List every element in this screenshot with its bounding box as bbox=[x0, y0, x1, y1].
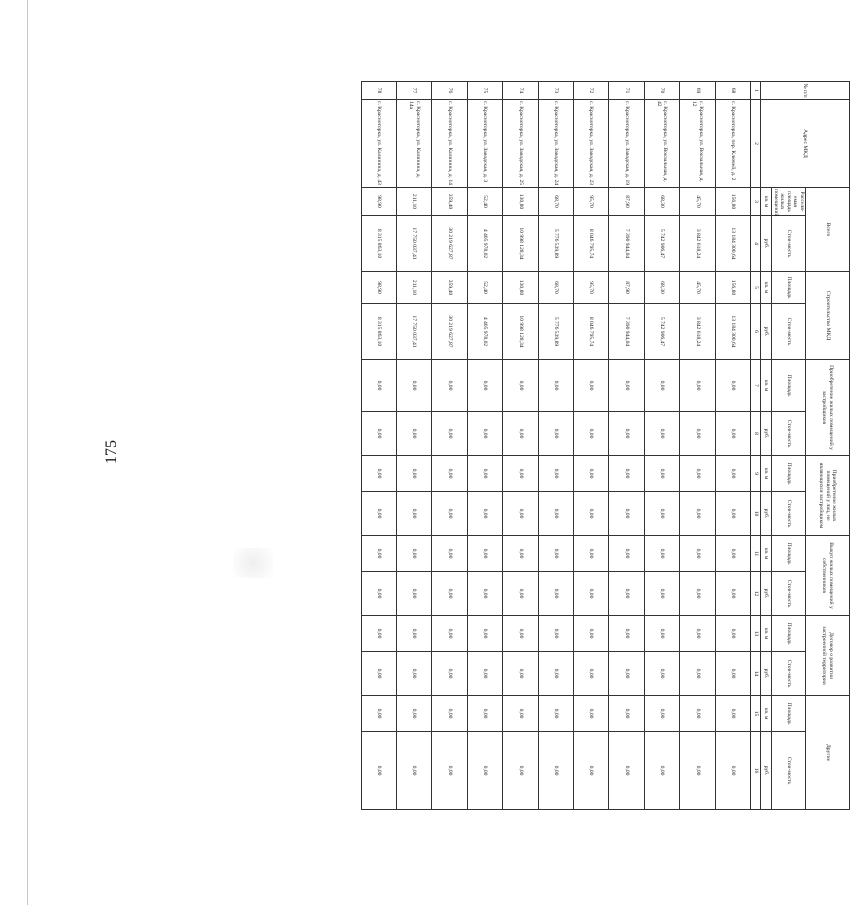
cell-o-area: 0,00 bbox=[680, 456, 715, 492]
header-group-purchase-builders: Приобретение жилых помещений у застройщиков bbox=[806, 360, 850, 456]
cell-d-cost: 0,00 bbox=[644, 652, 679, 696]
cell-b-area: 0,00 bbox=[361, 536, 396, 572]
unit-rub: руб. bbox=[761, 304, 772, 360]
cell-x-area: 0,00 bbox=[574, 696, 609, 732]
cell-b-area: 0,00 bbox=[644, 536, 679, 572]
col-number: 11 bbox=[751, 536, 761, 572]
cell-n: 76 bbox=[432, 82, 467, 100]
cell-p-cost: 0,00 bbox=[538, 412, 573, 456]
cell-b-cost: 0,00 bbox=[715, 572, 750, 616]
cell-area: 156,80 bbox=[715, 188, 750, 216]
cell-p-cost: 0,00 bbox=[397, 412, 432, 456]
table-row bbox=[715, 82, 750, 810]
cell-p-area: 0,00 bbox=[574, 360, 609, 412]
cell-x-area: 0,00 bbox=[680, 696, 715, 732]
header-cost: Стои-мость bbox=[772, 412, 806, 456]
cell-d-area: 0,00 bbox=[361, 616, 396, 652]
scan-smudge bbox=[233, 548, 273, 578]
col-number: 14 bbox=[751, 652, 761, 696]
header-cost: Стои-мость bbox=[772, 732, 806, 810]
cell-x-cost: 0,00 bbox=[361, 732, 396, 810]
cell-c-area: 45,70 bbox=[680, 272, 715, 304]
col-number: 3 bbox=[751, 188, 761, 216]
cell-d-area: 0,00 bbox=[574, 616, 609, 652]
cell-b-cost: 0,00 bbox=[680, 572, 715, 616]
cell-b-cost: 0,00 bbox=[644, 572, 679, 616]
cell-b-area: 0,00 bbox=[432, 536, 467, 572]
cell-n: 70 bbox=[644, 82, 679, 100]
cell-d-area: 0,00 bbox=[538, 616, 573, 652]
cell-o-area: 0,00 bbox=[644, 456, 679, 492]
cell-address: с. Красноторка, ул. Заводская, д. 24 bbox=[538, 100, 573, 188]
cell-area: 130,80 bbox=[503, 188, 538, 216]
page-number: 175 bbox=[103, 440, 120, 464]
header-cost: Стои-мость bbox=[772, 216, 806, 272]
table-row bbox=[361, 82, 396, 810]
cell-address: с. Красноторка, ул. Заводская, д. 23 bbox=[574, 100, 609, 188]
cell-area: 98,90 bbox=[361, 188, 396, 216]
cell-p-area: 0,00 bbox=[644, 360, 679, 412]
unit-sqm: кв. м bbox=[761, 360, 772, 412]
cell-address: с. Красноторка, ул. Вокзальная, д. 42 bbox=[644, 100, 679, 188]
cell-o-cost: 0,00 bbox=[432, 492, 467, 536]
cell-o-cost: 0,00 bbox=[644, 492, 679, 536]
cell-o-cost: 0,00 bbox=[467, 492, 502, 536]
cell-x-area: 0,00 bbox=[467, 696, 502, 732]
cell-area: 87,90 bbox=[609, 188, 644, 216]
cell-address: с. Красноторка, ул. Калинина, д. 14 bbox=[432, 100, 467, 188]
table-row bbox=[503, 82, 538, 810]
cell-d-cost: 0,00 bbox=[574, 652, 609, 696]
unit-sqm: кв. м bbox=[761, 536, 772, 572]
cell-x-area: 0,00 bbox=[609, 696, 644, 732]
cell-area: 68,70 bbox=[538, 188, 573, 216]
cell-c-cost: 10 998 128,34 bbox=[503, 304, 538, 360]
cell-p-area: 0,00 bbox=[467, 360, 502, 412]
header-area: Площадь bbox=[772, 616, 806, 652]
cell-p-cost: 0,00 bbox=[715, 412, 750, 456]
cell-b-area: 0,00 bbox=[715, 536, 750, 572]
cell-address: с. Красноторка, ул. Вокзальная, д. 12 bbox=[680, 100, 715, 188]
cell-cost: 30 219 627,87 bbox=[432, 216, 467, 272]
cell-n: 68 bbox=[715, 82, 750, 100]
cell-o-cost: 0,00 bbox=[538, 492, 573, 536]
cell-b-area: 0,00 bbox=[574, 536, 609, 572]
cell-c-area: 359,40 bbox=[432, 272, 467, 304]
cell-b-cost: 0,00 bbox=[503, 572, 538, 616]
cell-cost: 10 998 128,34 bbox=[503, 216, 538, 272]
header-total-area: Расселя-емая площадь жилых помещений bbox=[772, 189, 805, 217]
header-group-construction: Строительство МКД bbox=[806, 272, 850, 360]
cell-o-cost: 0,00 bbox=[609, 492, 644, 536]
cell-d-cost: 0,00 bbox=[503, 652, 538, 696]
margin-line bbox=[27, 0, 28, 905]
cell-c-cost: 7 390 944,04 bbox=[609, 304, 644, 360]
header-group-other: Другие bbox=[806, 696, 850, 810]
unit-sqm: кв. м bbox=[761, 188, 772, 216]
cell-area: 52,40 bbox=[467, 188, 502, 216]
cell-c-cost: 5 776 539,89 bbox=[538, 304, 573, 360]
col-number: 2 bbox=[751, 100, 761, 188]
cell-x-cost: 0,00 bbox=[574, 732, 609, 810]
cell-b-area: 0,00 bbox=[538, 536, 573, 572]
col-number: 12 bbox=[751, 572, 761, 616]
cell-address: с. Красноторка, ул. Заводская, д. 25 bbox=[503, 100, 538, 188]
unit-rub: руб. bbox=[761, 216, 772, 272]
header-address: Адрес МКД bbox=[761, 100, 850, 188]
cell-cost: 4 405 978,02 bbox=[467, 216, 502, 272]
cell-address: с. Красноторка, ул. Заводская, д. 19 bbox=[609, 100, 644, 188]
cell-c-cost: 8 046 795,74 bbox=[574, 304, 609, 360]
cell-p-cost: 0,00 bbox=[503, 412, 538, 456]
col-number: 10 bbox=[751, 492, 761, 536]
cell-b-area: 0,00 bbox=[503, 536, 538, 572]
cell-n: 73 bbox=[538, 82, 573, 100]
cell-n: 72 bbox=[574, 82, 609, 100]
column-numbers-row bbox=[751, 82, 761, 810]
unit-sqm: кв. м bbox=[761, 272, 772, 304]
cell-c-area: 68,70 bbox=[538, 272, 573, 304]
cell-b-area: 0,00 bbox=[609, 536, 644, 572]
cell-o-cost: 0,00 bbox=[680, 492, 715, 536]
cell-b-area: 0,00 bbox=[680, 536, 715, 572]
cell-o-area: 0,00 bbox=[432, 456, 467, 492]
cell-p-area: 0,00 bbox=[538, 360, 573, 412]
cell-c-area: 98,90 bbox=[361, 272, 396, 304]
header-group-purchase-other: Приобретение жилых помещений у лиц, не являющихся застройщиком bbox=[806, 456, 850, 536]
table-row bbox=[609, 82, 644, 810]
cell-d-cost: 0,00 bbox=[361, 652, 396, 696]
cell-o-area: 0,00 bbox=[361, 456, 396, 492]
cell-p-cost: 0,00 bbox=[680, 412, 715, 456]
cell-d-cost: 0,00 bbox=[538, 652, 573, 696]
cell-n: 71 bbox=[609, 82, 644, 100]
cell-p-cost: 0,00 bbox=[574, 412, 609, 456]
resettlement-table bbox=[361, 81, 850, 810]
cell-cost: 8 046 795,74 bbox=[574, 216, 609, 272]
cell-x-cost: 0,00 bbox=[538, 732, 573, 810]
cell-cost: 5 776 539,89 bbox=[538, 216, 573, 272]
cell-o-area: 0,00 bbox=[715, 456, 750, 492]
cell-c-cost: 3 842 618,24 bbox=[680, 304, 715, 360]
cell-d-cost: 0,00 bbox=[467, 652, 502, 696]
cell-address: с. Красноторка, ул. Заводская, д. 3 bbox=[467, 100, 502, 188]
header-group-total: Всего bbox=[806, 188, 850, 272]
cell-x-cost: 0,00 bbox=[644, 732, 679, 810]
unit-sqm: кв. м bbox=[761, 616, 772, 652]
header-group-buyout: Выкуп жилых помещений у собственников bbox=[806, 536, 850, 616]
cell-cost: 7 390 944,04 bbox=[609, 216, 644, 272]
cell-c-cost: 30 219 627,87 bbox=[432, 304, 467, 360]
cell-x-cost: 0,00 bbox=[609, 732, 644, 810]
cell-p-area: 0,00 bbox=[715, 360, 750, 412]
cell-x-cost: 0,00 bbox=[680, 732, 715, 810]
cell-o-area: 0,00 bbox=[574, 456, 609, 492]
cell-x-area: 0,00 bbox=[644, 696, 679, 732]
table-row bbox=[467, 82, 502, 810]
cell-x-cost: 0,00 bbox=[467, 732, 502, 810]
cell-d-cost: 0,00 bbox=[432, 652, 467, 696]
table-row bbox=[574, 82, 609, 810]
cell-p-area: 0,00 bbox=[397, 360, 432, 412]
cell-b-area: 0,00 bbox=[397, 536, 432, 572]
table-row bbox=[680, 82, 715, 810]
cell-b-cost: 0,00 bbox=[609, 572, 644, 616]
cell-p-cost: 0,00 bbox=[467, 412, 502, 456]
cell-d-cost: 0,00 bbox=[397, 652, 432, 696]
cell-cost: 8 315 863,10 bbox=[361, 216, 396, 272]
cell-d-cost: 0,00 bbox=[609, 652, 644, 696]
cell-x-area: 0,00 bbox=[432, 696, 467, 732]
cell-o-cost: 0,00 bbox=[715, 492, 750, 536]
cell-o-area: 0,00 bbox=[467, 456, 502, 492]
cell-x-cost: 0,00 bbox=[432, 732, 467, 810]
cell-b-cost: 0,00 bbox=[467, 572, 502, 616]
cell-p-area: 0,00 bbox=[680, 360, 715, 412]
unit-rub: руб. bbox=[761, 732, 772, 810]
header-cost: Стои-мость bbox=[772, 304, 806, 360]
cell-cost: 17 750 037,41 bbox=[397, 216, 432, 272]
cell-n: 78 bbox=[361, 82, 396, 100]
cell-o-area: 0,00 bbox=[609, 456, 644, 492]
cell-area: 359,40 bbox=[432, 188, 467, 216]
header-area: Площадь bbox=[772, 360, 806, 412]
cell-x-cost: 0,00 bbox=[503, 732, 538, 810]
cell-area: 45,70 bbox=[680, 188, 715, 216]
cell-n: 77 bbox=[397, 82, 432, 100]
cell-o-area: 0,00 bbox=[503, 456, 538, 492]
cell-b-cost: 0,00 bbox=[397, 572, 432, 616]
table-row bbox=[644, 82, 679, 810]
cell-area: 68,30 bbox=[644, 188, 679, 216]
unit-rub: руб. bbox=[761, 572, 772, 616]
cell-x-area: 0,00 bbox=[397, 696, 432, 732]
cell-d-area: 0,00 bbox=[680, 616, 715, 652]
cell-c-cost: 13 184 300,64 bbox=[715, 304, 750, 360]
cell-c-cost: 8 315 863,10 bbox=[361, 304, 396, 360]
cell-b-cost: 0,00 bbox=[574, 572, 609, 616]
cell-b-area: 0,00 bbox=[467, 536, 502, 572]
cell-d-area: 0,00 bbox=[432, 616, 467, 652]
cell-c-cost: 4 405 978,02 bbox=[467, 304, 502, 360]
col-number: 7 bbox=[751, 360, 761, 412]
cell-d-area: 0,00 bbox=[715, 616, 750, 652]
table-row bbox=[397, 82, 432, 810]
cell-area: 95,70 bbox=[574, 188, 609, 216]
cell-d-cost: 0,00 bbox=[680, 652, 715, 696]
cell-address: с. Красноторка, пер. Ключей, д. 2 bbox=[715, 100, 750, 188]
col-number: 15 bbox=[751, 696, 761, 732]
cell-o-area: 0,00 bbox=[397, 456, 432, 492]
cell-c-area: 95,70 bbox=[574, 272, 609, 304]
cell-p-cost: 0,00 bbox=[609, 412, 644, 456]
unit-rub: руб. bbox=[761, 412, 772, 456]
cell-d-area: 0,00 bbox=[467, 616, 502, 652]
header-cost: Стои-мость bbox=[772, 572, 806, 616]
cell-b-cost: 0,00 bbox=[538, 572, 573, 616]
cell-area: 211,10 bbox=[397, 188, 432, 216]
cell-o-area: 0,00 bbox=[538, 456, 573, 492]
cell-c-area: 211,10 bbox=[397, 272, 432, 304]
cell-p-cost: 0,00 bbox=[432, 412, 467, 456]
cell-p-cost: 0,00 bbox=[361, 412, 396, 456]
unit-sqm: кв. м bbox=[761, 696, 772, 732]
cell-o-cost: 0,00 bbox=[397, 492, 432, 536]
unit-rub: руб. bbox=[761, 652, 772, 696]
cell-c-cost: 5 742 906,47 bbox=[644, 304, 679, 360]
cell-x-cost: 0,00 bbox=[715, 732, 750, 810]
cell-b-cost: 0,00 bbox=[361, 572, 396, 616]
header-area: Площадь bbox=[772, 536, 806, 572]
unit-rub: руб. bbox=[761, 492, 772, 536]
cell-c-area: 130,80 bbox=[503, 272, 538, 304]
cell-p-area: 0,00 bbox=[432, 360, 467, 412]
header-cost: Стои-мость bbox=[772, 492, 806, 536]
cell-n: 74 bbox=[503, 82, 538, 100]
col-number: 6 bbox=[751, 304, 761, 360]
header-area: Площадь bbox=[772, 456, 806, 492]
col-number: 13 bbox=[751, 616, 761, 652]
col-number: 1 bbox=[751, 82, 761, 100]
cell-c-area: 87,90 bbox=[609, 272, 644, 304]
cell-x-area: 0,00 bbox=[503, 696, 538, 732]
cell-n: 75 bbox=[467, 82, 502, 100]
cell-address: с. Красноторка, ул. Калинина, д. 14а bbox=[397, 100, 432, 188]
col-number: 8 bbox=[751, 412, 761, 456]
cell-b-cost: 0,00 bbox=[432, 572, 467, 616]
col-number: 5 bbox=[751, 272, 761, 304]
col-number: 4 bbox=[751, 216, 761, 272]
cell-cost: 13 184 300,64 bbox=[715, 216, 750, 272]
cell-p-cost: 0,00 bbox=[644, 412, 679, 456]
cell-o-cost: 0,00 bbox=[503, 492, 538, 536]
header-area: Площадь bbox=[772, 696, 806, 732]
cell-d-area: 0,00 bbox=[609, 616, 644, 652]
cell-c-area: 52,40 bbox=[467, 272, 502, 304]
header-num: № п/п bbox=[761, 82, 850, 100]
cell-c-cost: 17 750 037,41 bbox=[397, 304, 432, 360]
cell-p-area: 0,00 bbox=[361, 360, 396, 412]
cell-address: с. Красноторка, ул. Калинина, д. 43 bbox=[361, 100, 396, 188]
header-group-development: Договор о развитии застроенной территории bbox=[806, 616, 850, 696]
cell-o-cost: 0,00 bbox=[574, 492, 609, 536]
cell-d-area: 0,00 bbox=[644, 616, 679, 652]
cell-cost: 3 842 618,24 bbox=[680, 216, 715, 272]
cell-x-area: 0,00 bbox=[715, 696, 750, 732]
header-area: Площадь bbox=[772, 272, 806, 304]
cell-x-area: 0,00 bbox=[361, 696, 396, 732]
table-body bbox=[361, 82, 750, 810]
header-cost: Стои-мость bbox=[772, 652, 806, 696]
cell-x-cost: 0,00 bbox=[397, 732, 432, 810]
cell-p-area: 0,00 bbox=[503, 360, 538, 412]
cell-n: 69 bbox=[680, 82, 715, 100]
cell-d-area: 0,00 bbox=[397, 616, 432, 652]
resettlement-table-container bbox=[376, 81, 850, 805]
cell-d-area: 0,00 bbox=[503, 616, 538, 652]
cell-x-area: 0,00 bbox=[538, 696, 573, 732]
unit-sqm: кв. м bbox=[761, 456, 772, 492]
cell-cost: 5 742 906,47 bbox=[644, 216, 679, 272]
cell-p-area: 0,00 bbox=[609, 360, 644, 412]
cell-d-cost: 0,00 bbox=[715, 652, 750, 696]
col-number: 16 bbox=[751, 732, 761, 810]
cell-o-cost: 0,00 bbox=[361, 492, 396, 536]
table-row bbox=[538, 82, 573, 810]
cell-c-area: 156,80 bbox=[715, 272, 750, 304]
table-row bbox=[432, 82, 467, 810]
col-number: 9 bbox=[751, 456, 761, 492]
cell-c-area: 68,30 bbox=[644, 272, 679, 304]
